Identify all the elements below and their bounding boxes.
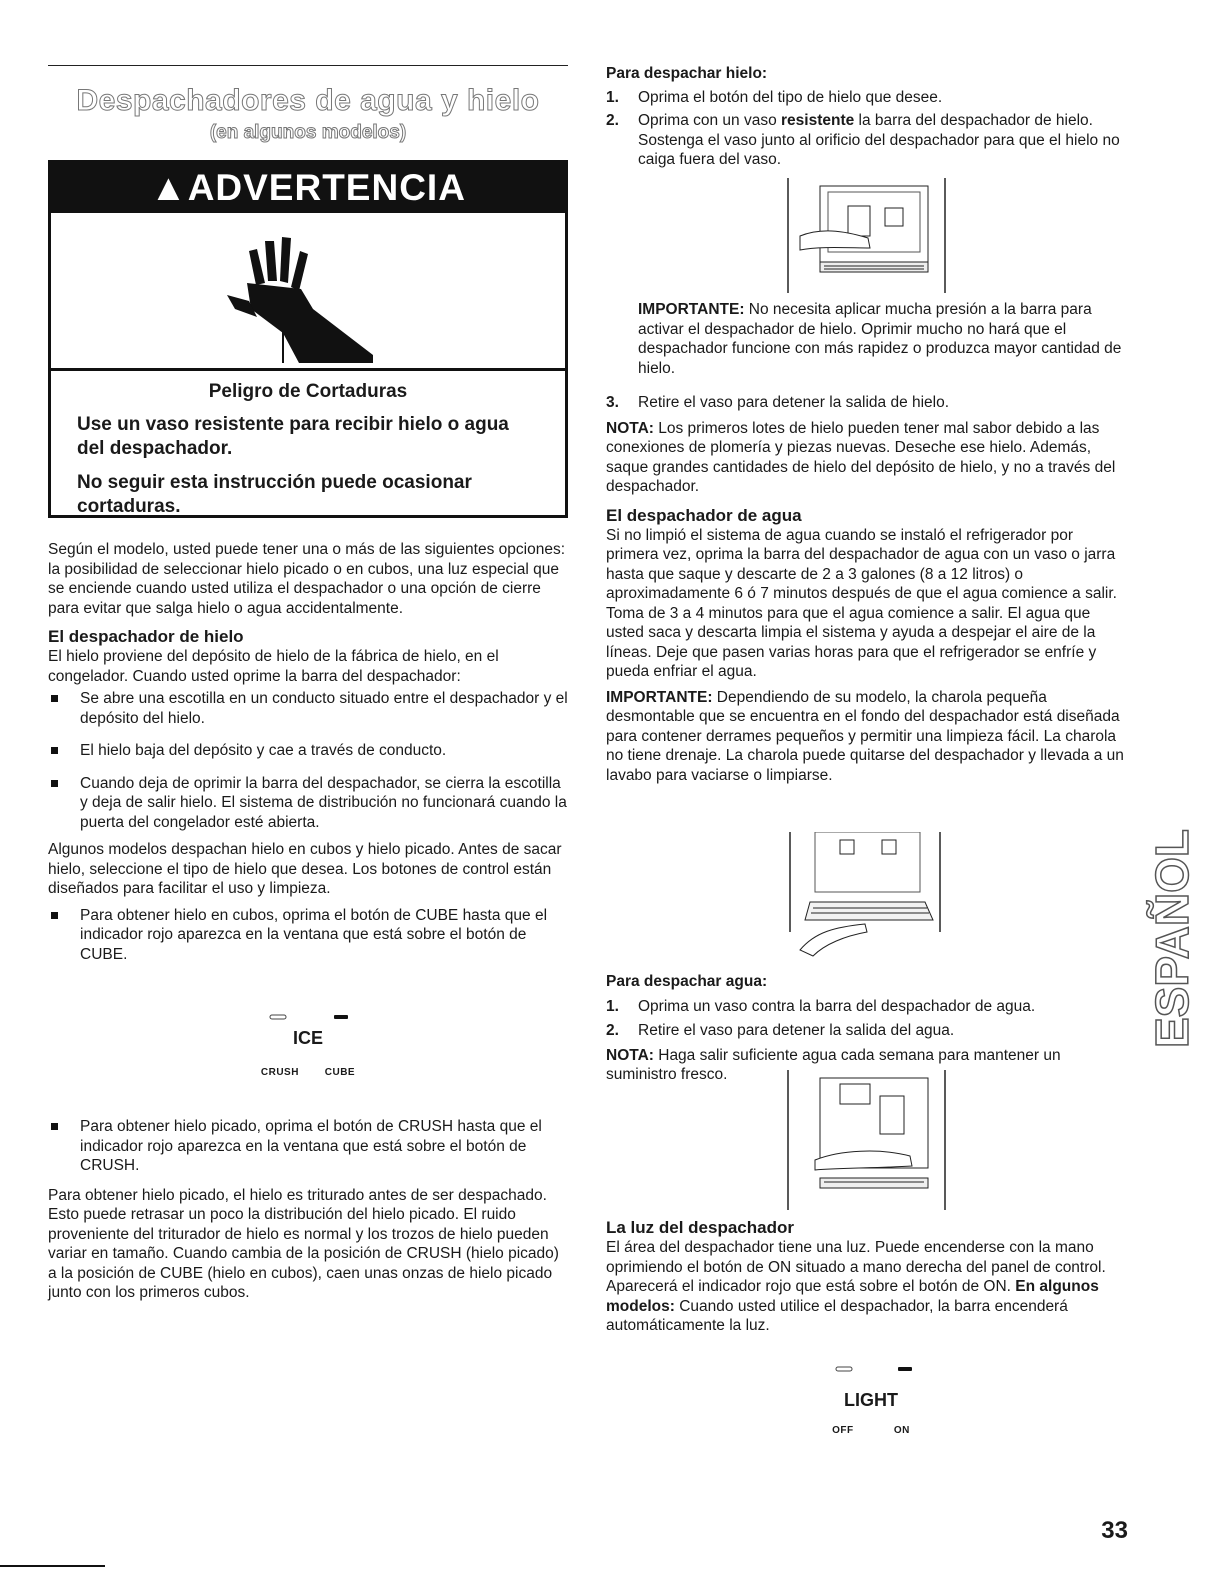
list-item: 2. Retire el vaso para detener la salida del agua. xyxy=(606,1022,955,1039)
light-panel-label: LIGHT xyxy=(844,1390,898,1410)
list-item: Se abre una escotilla en un conducto situado entre el despachador y el depósito del hielo. xyxy=(48,689,568,728)
note-2: NOTA: Haga salir suficiente agua cada semana para mantener un suministro fresco. xyxy=(606,1046,1061,1083)
list-item: El hielo baja del depósito y cae a través de conducto. xyxy=(48,741,568,761)
on-button[interactable]: ON xyxy=(893,1425,910,1436)
crush-paragraph: Para obtener hielo picado, el hielo es triturado antes de ser despachado. Esto puede retrasar un poco la distribución del hielo picado. El ruido proveniente del triturador de hielo es normal y los trozos de hielo pueden variar en tamaño. Cuando cambia de la posición de CRUSH (hielo picado) a la posición de CUBE (hielo en cubos), caen unas onzas de hielo picado junto con los primeros cubos. xyxy=(48,1186,559,1301)
list-item: Para obtener hielo picado, oprima el botón de CRUSH hasta que el indicador rojo aparezca en la ventana que está sobre el botón de CRUSH. xyxy=(48,1117,568,1176)
dispense-ice-heading: Para despachar hielo: xyxy=(606,65,768,82)
footer-rule xyxy=(0,1565,105,1567)
list-item: Para obtener hielo en cubos, oprima el botón de CUBE hasta que el indicador rojo aparezca en la ventana que está sobre el botón de CUBE. xyxy=(48,906,568,965)
light-control-panel xyxy=(812,1362,930,1436)
language-tab-label: ESPAÑOL xyxy=(1146,829,1198,1048)
indicator-windows xyxy=(812,1363,930,1375)
list-item: Cuando deja de oprimir la barra del despachador, se cierra la escotilla y deja de salir hielo. El sistema de distribución no funcionará cuando la puerta del congelador esté abierta. xyxy=(48,774,568,833)
important-note-2: IMPORTANTE: Dependiendo de su modelo, la charola pequeña desmontable que se encuentra en el fondo del despachador está diseñada para contener derrames pequeños y permitir una limpieza fácil. La charola no tiene drenaje. La charola puede quitarse del despachador y llevada a un lavabo para vaciarse o limpiarse. xyxy=(606,688,1124,784)
header-rule xyxy=(48,65,568,66)
page-subtitle: (en algunos modelos) xyxy=(209,122,407,143)
list-item: 3. Retire el vaso para detener la salida de hielo. xyxy=(606,394,950,411)
water-paragraph: Si no limpió el sistema de agua cuando se instaló el refrigerador por primera vez, oprima la barra del despachador de agua con un vaso o jarra hasta que saque y descarte de 2 a 3 galones (8 a 12 litros) o aproximadamente 6 ó 7 minutos después de que el agua comience a salir. Toma de 3 a 4 minutos para que el agua comience a salir. El agua que usted saca y descarta limpia el sistema y ayuda a despejar el aire de la líneas. Deje que pasen varias horas para que el refrigerador se enfríe y pueda enfriar el agua. xyxy=(606,526,1117,680)
dispense-ice-illustration xyxy=(780,178,950,293)
crush-button[interactable]: CRUSH xyxy=(260,1067,299,1078)
cut-hazard-pictogram xyxy=(51,213,565,371)
warning-banner xyxy=(51,163,565,213)
page-number: 33 xyxy=(1101,1517,1128,1544)
ice-dispenser-intro: El hielo proviene del depósito de hielo de la fábrica de hielo, en el congelador. Cuando usted oprime la barra del despachador: xyxy=(48,648,499,685)
warning-triangle-icon: ▲ xyxy=(150,167,188,208)
warning-hazard-title: Peligro de Cortaduras xyxy=(208,381,408,402)
list-item: 1. Oprima un vaso contra la barra del despachador de agua. xyxy=(606,997,1036,1015)
dispense-water-heading: Para despachar agua: xyxy=(606,973,768,990)
dispenser-light-heading: La luz del despachador xyxy=(606,1218,794,1237)
hand-blade-icon xyxy=(51,213,565,365)
ice-dispenser-heading: El despachador de hielo xyxy=(48,627,244,646)
warning-consequence: No seguir esta instrucción puede ocasionar cortaduras. xyxy=(77,472,472,517)
ice-panel-label: ICE xyxy=(292,1028,323,1048)
warning-banner-label: ADVERTENCIA xyxy=(187,167,466,208)
light-paragraph: El área del despachador tiene una luz. Puede encenderse con la mano oprimiendo el botón de ON situado a mano derecha del panel de control. Aparecerá el indicador rojo que está sobre el botón de ON. En algunos modelos: Cuando usted utilice el despachador, la barra encenderá automáticamente la luz. xyxy=(606,1239,1106,1334)
language-side-tab xyxy=(1140,820,1208,1050)
dispense-water-illustration xyxy=(780,1070,950,1210)
off-button[interactable]: OFF xyxy=(832,1425,854,1436)
warning-box xyxy=(48,160,568,518)
intro-paragraph: Según el modelo, usted puede tener una o más de las siguientes opciones: la posibilidad de seleccionar hielo picado o en cubos, una luz especial que se enciende cuando usted utiliza el despachador o una opción de cierre para evitar que salga hielo o agua accidentalmente. xyxy=(48,541,566,617)
water-dispenser-heading: El despachador de agua xyxy=(606,505,802,525)
language-tab-graphic xyxy=(1140,820,1208,1050)
cube-button[interactable]: CUBE xyxy=(324,1067,356,1078)
warning-instruction: Use un vaso resistente para recibir hielo o agua del despachador. xyxy=(77,414,509,459)
drip-tray-illustration xyxy=(785,832,945,960)
models-paragraph: Algunos modelos despachan hielo en cubos y hielo picado. Antes de sacar hielo, seleccione el tipo de hielo que desea. Los botones de control están diseñados para facilitar el uso y limpieza. xyxy=(48,841,562,897)
page-title: Despachadores de agua y hielo xyxy=(76,84,540,117)
list-item: 2. Oprima con un vaso resistente la barra del despachador de hielo. Sostenga el vaso junto al orificio del despachador para que el hielo no caiga fuera del vaso. xyxy=(606,112,1120,168)
note-1: NOTA: Los primeros lotes de hielo pueden tener mal sabor debido a las conexiones de plomería y piezas nuevas. Deseche ese hielo. Además, saque grandes cantidades de hielo del depósito de hielo, y no a través del despachador. xyxy=(606,419,1116,495)
ice-control-panel xyxy=(248,1010,368,1078)
indicator-windows xyxy=(248,1011,368,1023)
important-note-1: IMPORTANTE: No necesita aplicar mucha presión a la barra para activar el despachador de hielo. Oprimir mucho no hará que el despachador funcione con más rapidez o produzca mayor cantidad de hielo. xyxy=(638,301,1122,377)
list-item: 1. Oprima el botón del tipo de hielo que desee. xyxy=(606,88,943,106)
